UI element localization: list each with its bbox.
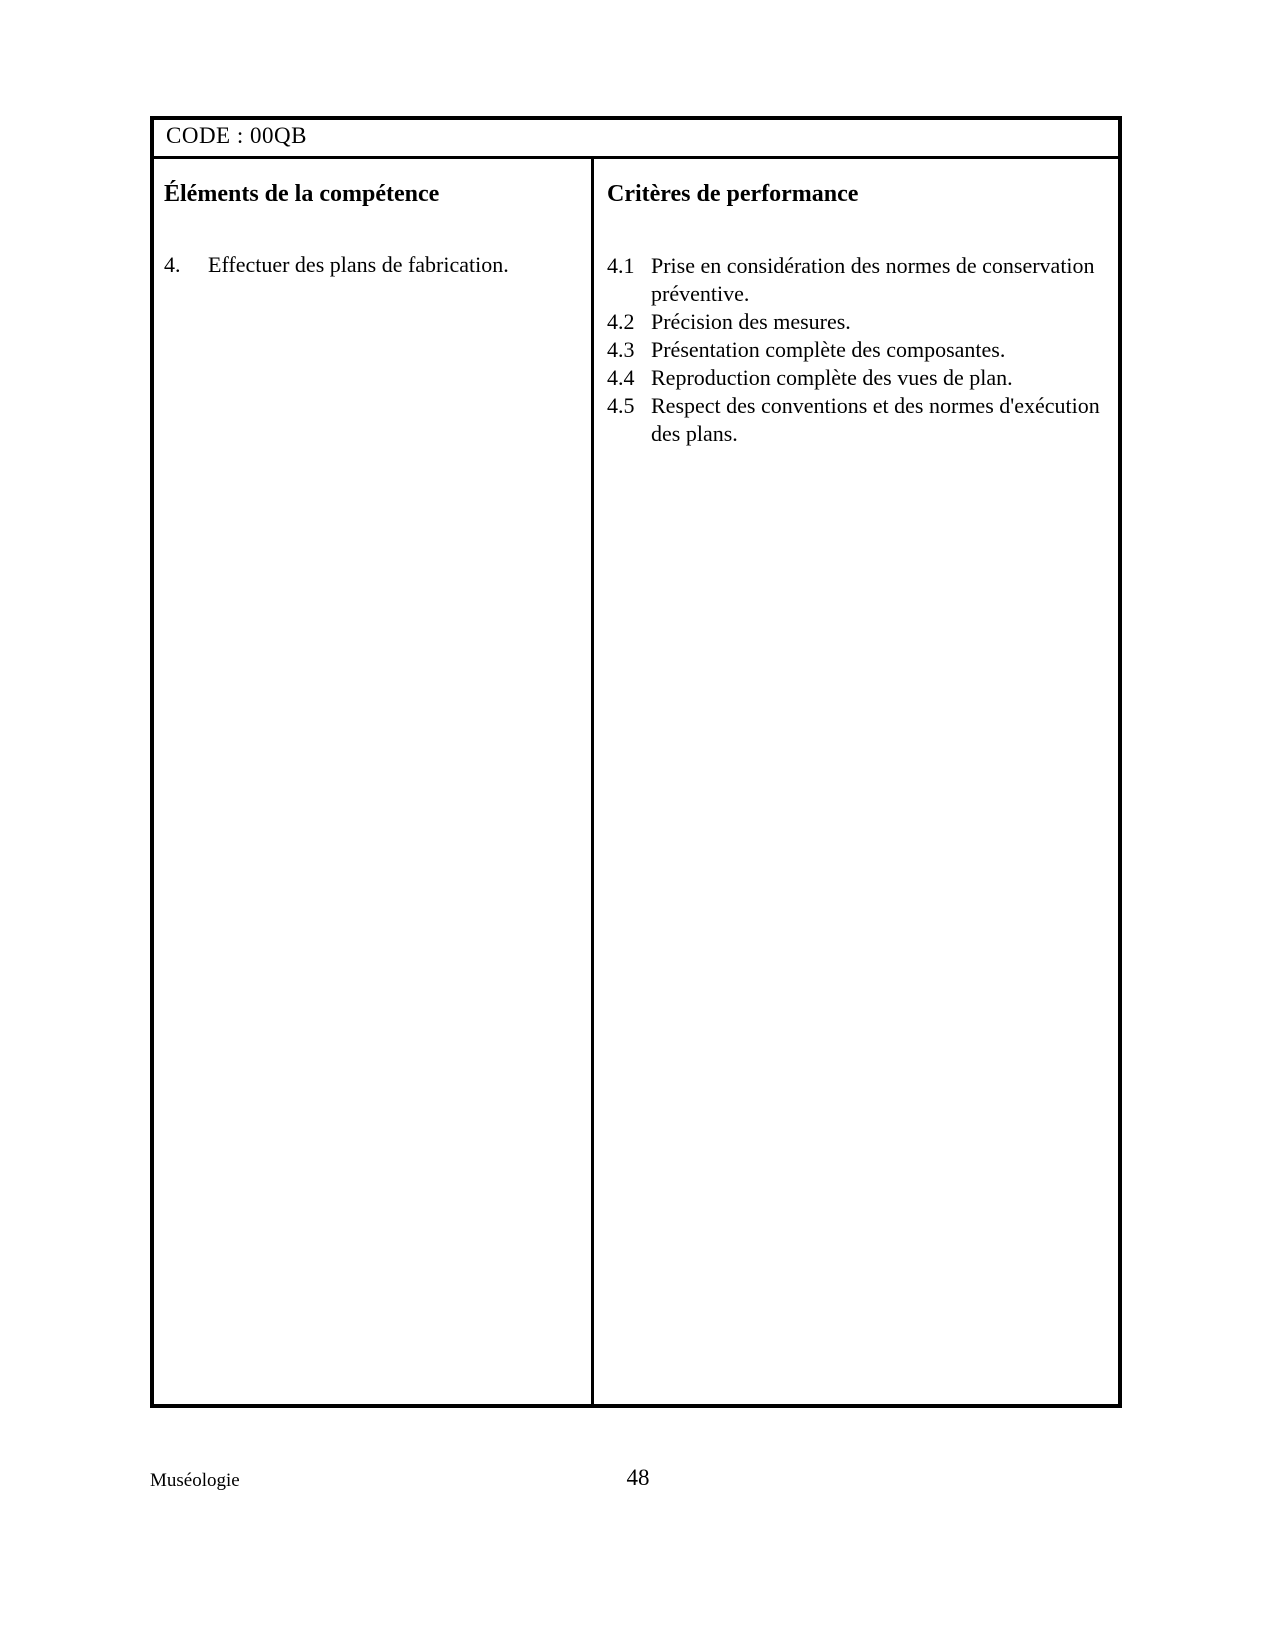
criteria-heading: Critères de performance	[607, 181, 859, 207]
criterion-item	[607, 392, 1107, 448]
criterion-number: 4.5	[607, 393, 635, 418]
competency-table	[150, 116, 1122, 1408]
criterion-text: Respect des conventions et des normes d'exécution des plans.	[651, 393, 1100, 446]
criterion-number: 4.2	[607, 309, 635, 334]
criteria-list	[607, 252, 1107, 448]
element-number: 4.	[164, 252, 181, 277]
code-row	[154, 120, 1118, 159]
criterion-number: 4.4	[607, 365, 635, 390]
criterion-text: Prise en considération des normes de conservation préventive.	[651, 253, 1095, 306]
elements-heading: Éléments de la compétence	[164, 181, 440, 207]
criterion-number: 4.1	[607, 253, 635, 278]
footer-program: Muséologie	[150, 1470, 240, 1491]
element-item	[164, 252, 509, 278]
criterion-text: Présentation complète des composantes.	[651, 337, 1006, 362]
criterion-number: 4.3	[607, 337, 635, 362]
page-number: 48	[626, 1465, 650, 1490]
criterion-text: Reproduction complète des vues de plan.	[651, 365, 1013, 390]
criterion-item	[607, 308, 1107, 336]
criterion-item	[607, 336, 1107, 364]
element-text: Effectuer des plans de fabrication.	[208, 252, 509, 277]
criterion-item	[607, 364, 1107, 392]
code-label: CODE : 00QB	[166, 123, 307, 148]
criteria-column	[594, 156, 1118, 1404]
elements-column	[154, 156, 591, 1404]
criterion-item	[607, 252, 1107, 308]
criterion-text: Précision des mesures.	[651, 309, 851, 334]
